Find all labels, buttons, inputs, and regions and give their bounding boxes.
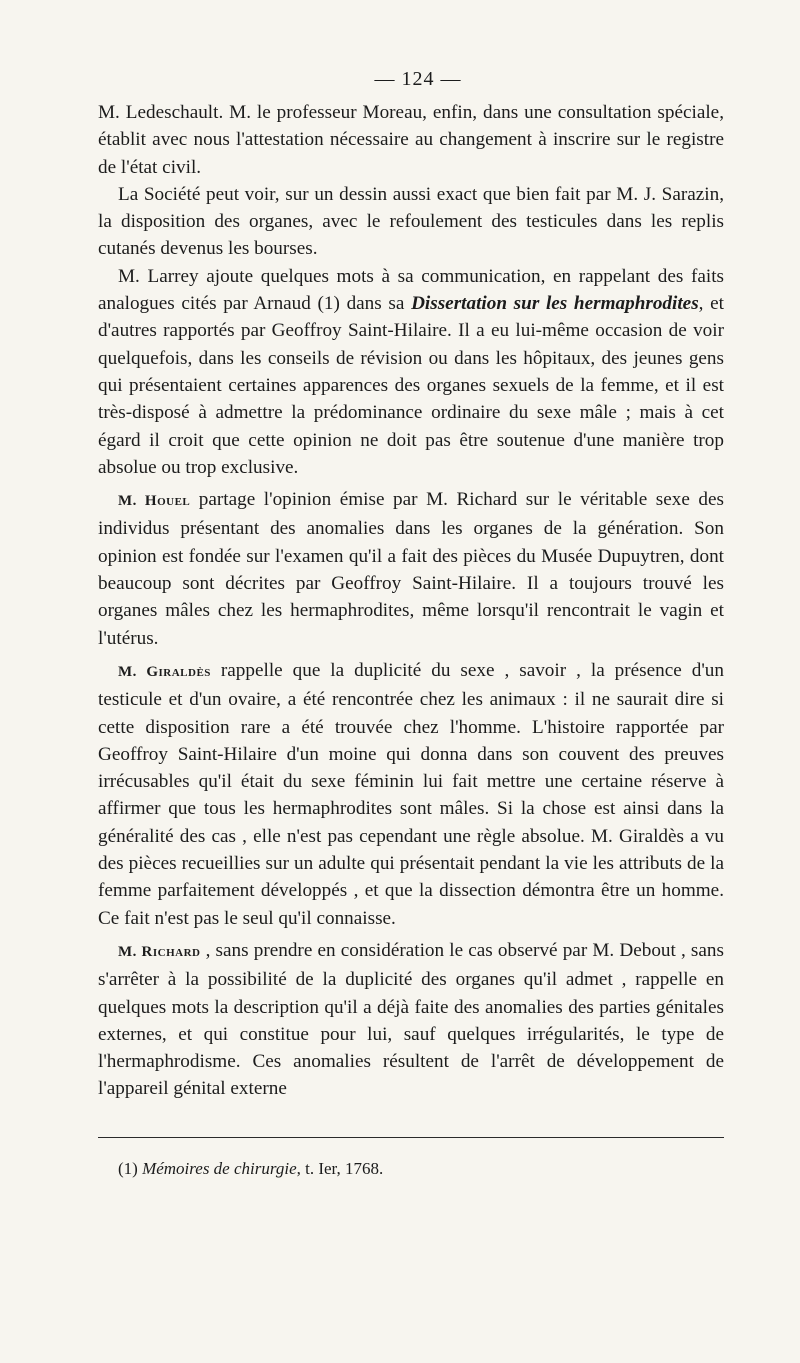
emphasis-text: Dissertation sur les hermaphrodites <box>411 293 699 315</box>
paragraph-text: M. Larrey ajoute quelques mots à sa communication, en rappelant des faits analogues cités par Arnaud (1) dans sa <box>98 265 724 315</box>
paragraph <box>98 486 724 652</box>
footnote <box>118 1158 718 1180</box>
paragraph-text: partage l'opinion émise par M. Richard sur le véritable sexe des individus présentant des anomalies dans les organes de la génération. Son opinion est fondée sur l'examen qu'il a fait des pièces du Musée Dupuytren, dont beaucoup sont décrites par Geoffroy Saint-Hilaire. Il a toujours trouvé les organes mâles chez les hermaphrodites, même lorsqu'il rencontrait le vagin et l'utérus. <box>98 489 724 649</box>
paragraph-text: , sans prendre en considération le cas observé par M. Debout , sans s'arrêter à la possibilité de la duplicité des organes qu'il admet , rappelle en quelques mots la description qu'il a déjà faite des anomalies des parties génitales externes, et qui constitue pour lui, sauf quelques irrégularités, le type de l'hermaphrodisme. Ces anomalies résultent de l'arrêt de développement de l'appareil génital externe <box>98 939 724 1100</box>
paragraph <box>98 657 724 932</box>
paragraph-text: rappelle que la duplicité du sexe , savoir , la présence d'un testicule et d'un ovaire, a été rencontrée chez les animaux : il ne saurait dire si cette disposition rare a été trouvée chez l'homme. L'histoire rapportée par Geoffroy Saint-Hilaire d'un moine qui donna dans son couvent des preuves irrécusables qu'il était du sexe féminin lui fait mettre une certaine réserve à affirmer que tous les hermaphrodites sont mâles. Si la chose est ainsi dans la généralité des cas , elle n'est pas cependant une règle absolue. M. Giraldès a vu des pièces recueillies sur un adulte qui présentait pendant la vie les attributs de la femme parfaitement développés , et que la dissection démontra être un homme. Ce fait n'est pas le seul qu'il connaisse. <box>98 659 724 929</box>
footnote-divider <box>98 1137 724 1138</box>
paragraph-text: M. Ledeschault. M. le professeur Moreau, enfin, dans une consultation spéciale, établit avec nous l'attestation nécessaire au changement à inscrire sur le registre de l'état civil. <box>98 102 724 178</box>
speaker-name: M. Houel <box>118 493 191 510</box>
footnote-rest: , t. Ier, 1768. <box>296 1159 384 1178</box>
paragraph-text: , et d'autres rapportés par Geoffroy Saint-Hilaire. Il a eu lui-même occasion de voir quelquefois, dans les conseils de révision ou dans les hôpitaux, des jeunes gens qui présentaient certaines apparences des organes sexuels de la femme, et il est très-disposé à admettre la prédominance ordinaire du sexe mâle ; mais à cet égard il croit que cette opinion ne doit pas être soutenue d'une manière trop absolue ou trop exclusive. <box>98 293 724 478</box>
paragraph <box>98 263 724 481</box>
text-body <box>98 99 724 1103</box>
speaker-name: M. Richard <box>118 943 201 960</box>
paragraph <box>98 99 724 181</box>
paragraph-text: La Société peut voir, sur un dessin aussi exact que bien fait par M. J. Sarazin, la disposition des organes, avec le refoulement des testicules dans les replis cutanés devenus les bourses. <box>98 183 724 260</box>
footnote-title: Mémoires de chirurgie <box>142 1159 297 1178</box>
paragraph <box>98 937 724 1103</box>
page-number: — 124 — <box>374 68 462 90</box>
footnote-marker: (1) <box>118 1159 143 1178</box>
paragraph <box>98 181 724 263</box>
speaker-name: M. Giraldès <box>118 663 211 680</box>
page-body <box>98 68 724 1103</box>
